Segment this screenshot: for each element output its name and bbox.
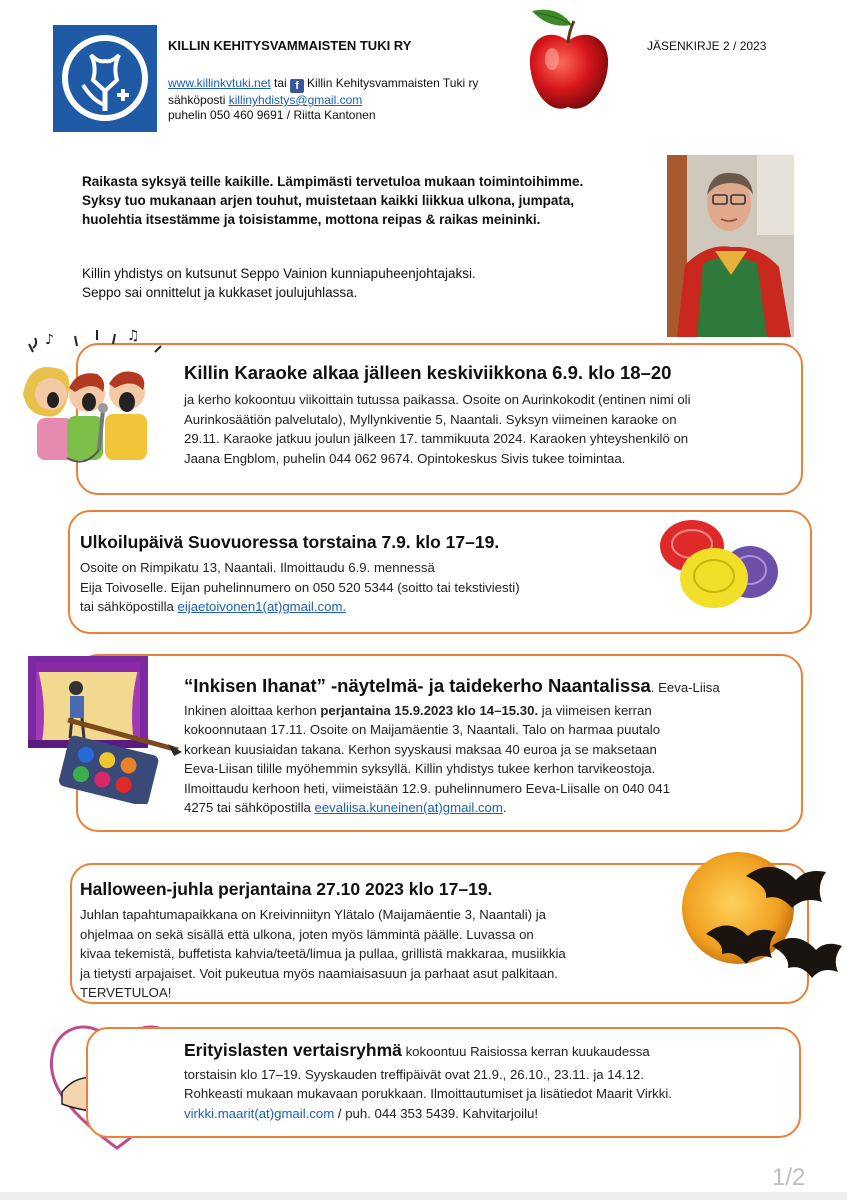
halloween-content: Halloween-juhla perjantaina 27.10 2023 klo 17–19. Juhlan tapahtumapaikkana on Kreivinniityn Ylätalo (Maijamäentie 3, Naantali) ja ohjelmaa on sekä sisällä että ulkona, joten myös lämmintä päälle. Luvassa on kivaa tekemistä, buffetista kahvia/teetä/limua ja pullaa, grillistä makkaraa, musiikkia ja tietysti arpajaiset. Voit pukeutua myös naamiaisasuun ja parhaat asut palkitaan. TERVETULOA! (80, 879, 680, 1003)
svg-text:♪: ♪ (45, 332, 54, 348)
bottom-divider (0, 1192, 847, 1200)
theatre-content: “Inkisen Ihanat” -näytelmä- ja taidekerho Naantalissa. Eeva-Liisa Inkinen aloittaa kerhon perjantaina 15.9.2023 klo 14–15.30. ja viimeisen kerran kokoonnutaan 17.11. Osoite on Maijamäentie 3, Naantali. Talo on harmaa puutalo korkean kuusiaidan takana. Kerhon syyskausi maksaa 40 euroa ja se maksetaan Eeva-Liisan tilille myöhemmin syksyllä. Killin yhdistys tukee kerhon tarvikeostoja. Ilmoittaudu kerhoon heti, viimeistään 12.9. puhelinnumero Eeva-Liisalle on 040 041 4275 tai sähköpostilla eevaliisa.kuneinen(at)gmail.com. (184, 675, 720, 815)
eeva-liisa-email-link[interactable]: eevaliisa.kuneinen(at)gmail.com (314, 800, 503, 815)
facebook-page-name: Killin Kehitysvammaisten Tuki ry (307, 76, 479, 90)
halloween-heading: Halloween-juhla perjantaina 27.10 2023 klo 17–19. (80, 879, 493, 899)
maarit-email-link[interactable]: virkki.maarit(at)gmail.com (184, 1105, 335, 1121)
intro-text: Raikasta syksyä teille kaikille. Lämpimästi tervetuloa mukaan toimintoihimme. Syksy tuo mukanaan arjen touhut, muistetaan kaikki liikkua ulkona, jumpata, huolehtia itsestämme ja toisistamme, mottona reipas & raikas meininki. (82, 174, 584, 227)
frisbees-image (654, 512, 780, 612)
apple-image (518, 3, 618, 118)
singers-illustration (15, 322, 175, 472)
karaoke-content: Killin Karaoke alkaa jälleen keskiviikkona 6.9. klo 18–20 ja kerho kokoontuu viikoittain tutussa paikassa. Osoite on Aurinkokodit (entinen nimi oli Aurinkosäätiön palvelutalo), Myllynkiventie 5, Naantali. Syksyn viimeinen karaoke on 29.11. Karaoke jatkuu joulun jälkeen 17. tammikuuta 2024. Karaoken yhteyshenkilö on Jaana Engblom, puhelin 044 062 9674. Opintokeskus Sivis tukee toimintaa. (184, 362, 784, 468)
website-link[interactable]: www.killinkvtuki.net (168, 76, 271, 90)
page-indicator: 1/2 (772, 1164, 806, 1191)
karaoke-heading: Killin Karaoke alkaa jälleen keskiviikkona 6.9. klo 18–20 (184, 362, 672, 383)
phone-line: puhelin 050 460 9691 / Riitta Kantonen (168, 108, 376, 122)
peer-group-heading: Erityislasten vertaisryhmä (184, 1040, 402, 1060)
honorary-chair-text: Killin yhdistys on kutsunut Seppo Vainion kunniapuheenjohtajaksi. Seppo sai onnittelut ja kukkaset joulujuhlassa. (82, 266, 476, 300)
outdoor-content: Ulkoilupäivä Suovuoressa torstaina 7.9. klo 17–19. Osoite on Rimpikatu 13, Naantali. Ilmoittaudu 6.9. mennessä Eija Toivoselle. Eijan puhelinnumero on 050 520 5344 (soitto tai tekstiviesti) tai sähköpostilla eijaetoivonen1(at)gmail.com. (80, 532, 660, 617)
theatre-heading: “Inkisen Ihanat” -näytelmä- ja taidekerho Naantalissa (184, 675, 651, 696)
organization-logo (53, 25, 157, 132)
moon-bats-image (676, 846, 844, 1001)
organization-name: KILLIN KEHITYSVAMMAISTEN TUKI RY (168, 38, 412, 53)
outdoor-heading: Ulkoilupäivä Suovuoressa torstaina 7.9. klo 17–19. (80, 532, 500, 552)
newsletter-label: JÄSENKIRJE 2 / 2023 (647, 39, 767, 53)
peer-group-content: Erityislasten vertaisryhmä kokoontuu Raisiossa kerran kuukaudessa torstaisin klo 17–19. Syyskauden treffipäivät ovat 21.9., 26.10., 23.11. ja 14.12. Rohkeasti mukaan mukavaan porukkaan. Ilmoittautumiset ja lisätiedot Maarit Virkki. virkki.maarit(at)gmail.com / puh. 044 353 5439. Kahvitarjoilu! (184, 1040, 672, 1121)
eija-email-link[interactable]: eijaetoivonen1(at)gmail.com. (177, 599, 347, 614)
contact-block: www.killinkvtuki.net tai f Killin Kehitysvammaisten Tuki ry sähköposti killinyhdistys@gmail.com puhelin 050 460 9691 / Riitta Kantonen (168, 76, 548, 123)
facebook-icon: f (290, 79, 304, 93)
svg-text:♫: ♫ (127, 328, 140, 344)
portrait-photo (667, 155, 794, 337)
email-link[interactable]: killinyhdistys@gmail.com (228, 93, 363, 107)
theatre-stage-illustration (28, 654, 183, 804)
